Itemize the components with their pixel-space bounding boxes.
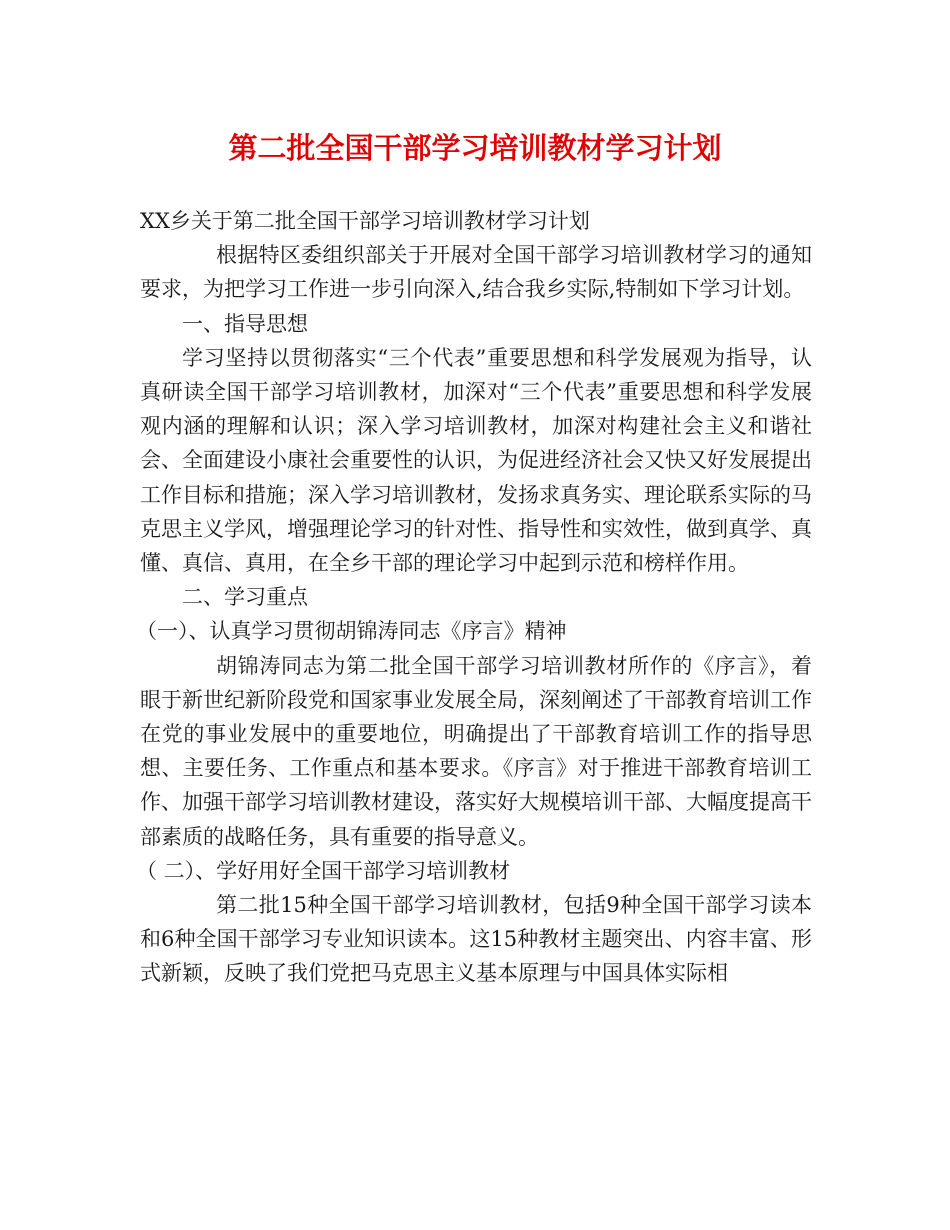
section-heading-study-focus: 二、学习重点 — [182, 585, 308, 610]
subsection-heading-textbooks: （ 二）、学好用好全国干部学习培训教材 — [136, 858, 511, 883]
document-body — [136, 204, 812, 991]
intro-paragraph: 根据特区委组织部关于开展对全国干部学习培训教材学习的通知要求，为把学习工作进一步引向深入,结合我乡实际,特制如下学习计划。 — [140, 243, 812, 302]
preface-paragraph: 胡锦涛同志为第二批全国干部学习培训教材所作的《序言》，着眼于新世纪新阶段党和国家事业发展全局，深刻阐述了干部教育培训工作在党的事业发展中的重要地位，明确提出了干部教育培训工作的指导思想、主要任务、工作重点和基本要求。《序言》对于推进干部教育培训工作、加强干部学习培训教材建设，落实好大规模培训干部、大幅度提高干部素质的战略任务，具有重要的指导意义。 — [140, 653, 812, 849]
subsection-heading-preface: （一）、认真学习贯彻胡锦涛同志《序言》精神 — [136, 619, 567, 644]
document-title: 第二批全国干部学习培训教材学习计划 — [228, 131, 722, 165]
section-heading-guiding-thought: 一、指导思想 — [182, 311, 308, 336]
textbooks-paragraph: 第二批15种全国干部学习培训教材，包括9种全国干部学习读本和6种全国干部学习专业知识读本。这15种教材主题突出、内容丰富、形式新颖，反映了我们党把马克思主义基本原理与中国具体实际相 — [140, 893, 812, 986]
guiding-thought-paragraph: 学习坚持以贯彻落实“三个代表”重要思想和科学发展观为指导，认真研读全国干部学习培训教材，加深对“三个代表”重要思想和科学发展观内涵的理解和认识；深入学习培训教材，加深对构建社会主义和谐社会、全面建设小康社会重要性的认识，为促进经济社会又快又好发展提出工作目标和措施；深入学习培训教材，发扬求真务实、理论联系实际的马克思主义学风，增强理论学习的针对性、指导性和实效性，做到真学、真懂、真信、真用，在全乡干部的理论学习中起到示范和榜样作用。 — [140, 345, 812, 576]
document-subtitle: XX乡关于第二批全国干部学习培训教材学习计划 — [140, 209, 590, 233]
